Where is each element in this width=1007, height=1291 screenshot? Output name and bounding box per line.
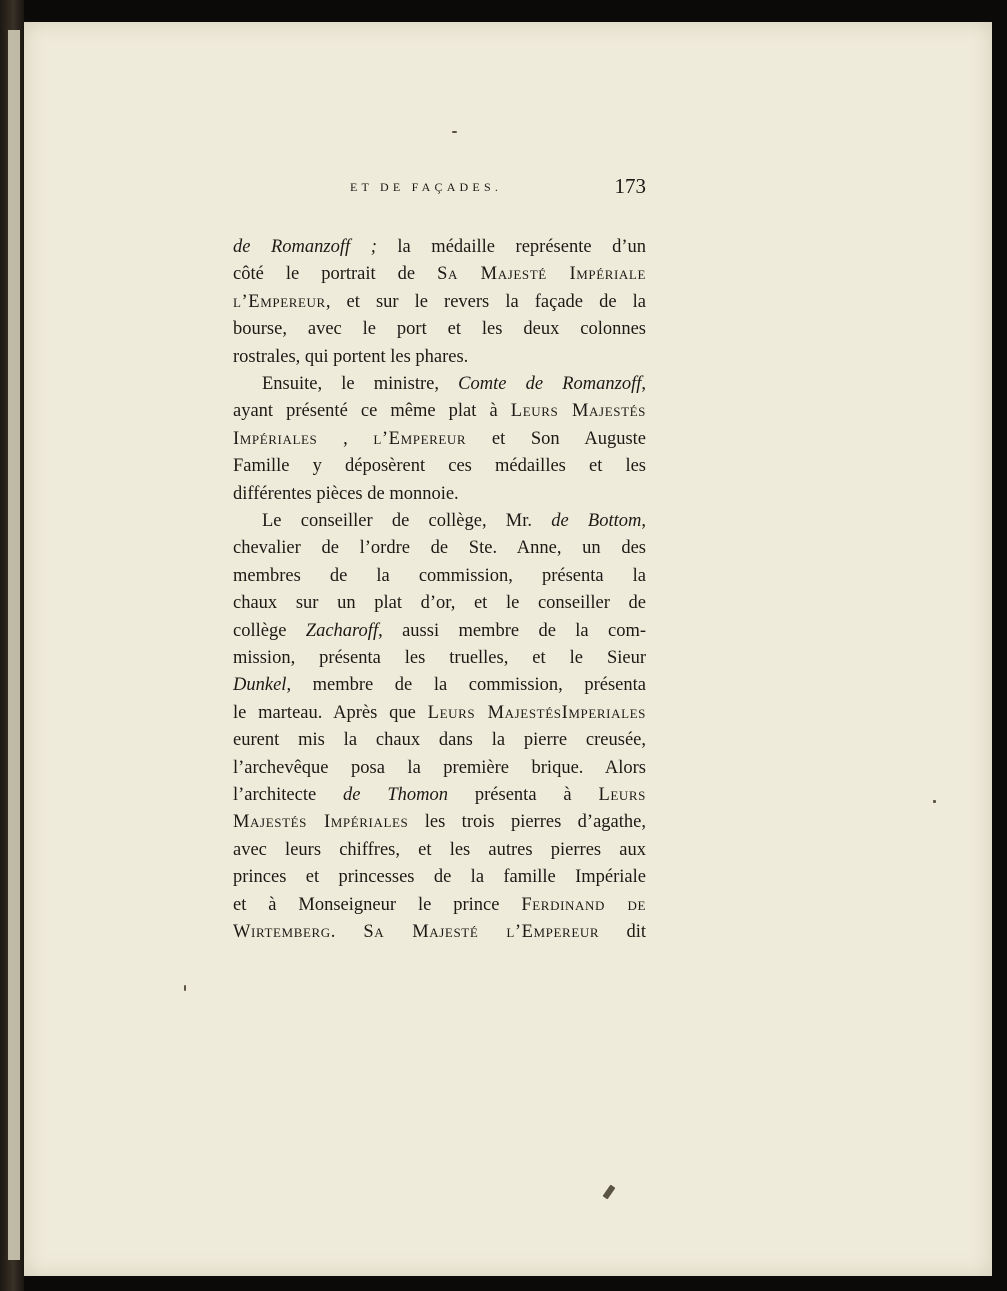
text-line (233, 453, 646, 480)
paper-speck (933, 800, 936, 803)
small-caps-text: l’Empereur (233, 291, 326, 312)
text-line (262, 371, 646, 398)
text-line (233, 344, 646, 371)
italic-text: de Thomon (343, 785, 449, 805)
text-line (233, 481, 646, 508)
small-caps-text: Leurs (598, 785, 646, 805)
small-caps-text: Majestés Impériales (233, 812, 409, 833)
text-line (233, 261, 646, 288)
line-text: bourse, avec le port et les deux colonnes (233, 319, 646, 340)
line-text: , aussi membre de la com- (378, 620, 647, 641)
italic-text: Dunkel (233, 675, 287, 696)
paper-speck (184, 985, 186, 991)
small-caps-text: Impériales (233, 428, 318, 449)
line-text: mission, présenta les truelles, et le Sieur (233, 648, 646, 668)
text-line (262, 508, 646, 535)
line-text: Le conseiller de collège, Mr. (262, 511, 552, 531)
text-line (233, 398, 646, 425)
text-line (233, 618, 646, 645)
line-text: présenta à (448, 785, 599, 805)
line-text: différentes pièces de monnoie. (233, 483, 459, 504)
line-text: avec leurs chiffres, et les autres pierres aux (233, 839, 646, 860)
text-line (233, 782, 646, 809)
text-line (233, 426, 646, 453)
small-caps-text: Sa Majesté l’Empereur (363, 922, 600, 942)
italic-text: Zacharoff (305, 620, 379, 641)
text-line (233, 672, 646, 699)
line-text: eurent mis la chaux dans la pierre creusée, (233, 730, 646, 751)
italic-text: de Romanzoff ; (233, 237, 377, 257)
small-caps-text: Leurs MajestésImperiales (427, 702, 646, 723)
text-line (233, 563, 646, 590)
text-line (233, 645, 646, 672)
line-text (336, 922, 363, 942)
running-title: ET DE FAÇADES. (350, 180, 503, 194)
line-text: princes et princesses de la famille Impériale (233, 867, 646, 888)
line-text: le marteau. Après que (233, 702, 428, 723)
small-caps-text: Ferdinand de (521, 894, 646, 915)
line-text: , (317, 428, 374, 449)
line-text: côté le portrait de (233, 264, 438, 285)
line-text: ayant présenté ce même plat à (233, 401, 511, 422)
small-caps-text: Leurs Majestés (510, 401, 646, 422)
small-caps-text: Sa Majesté Impériale (437, 264, 647, 285)
line-text: chevalier de l’ordre de Ste. Anne, un des (233, 538, 646, 559)
text-line (233, 892, 646, 919)
line-text: et Son Auguste (466, 428, 647, 449)
small-caps-text: l’Empereur (373, 428, 467, 449)
line-text: Ensuite, le ministre, (262, 374, 459, 394)
text-line (233, 700, 646, 727)
line-text: membres de la commission, présenta la (233, 565, 646, 586)
book-spine (0, 0, 24, 1291)
small-caps-text: Wirtemberg. (233, 922, 337, 942)
line-text: chaux sur un plat d’or, et le conseiller de (233, 593, 646, 614)
line-text: , (641, 374, 646, 394)
italic-text: Comte de Romanzoff (458, 374, 642, 394)
line-text: et à Monseigneur le prince (233, 894, 522, 915)
line-text: la médaille représente d’un (376, 237, 646, 257)
text-line (233, 864, 646, 891)
facing-page-edge (6, 30, 20, 1260)
text-line (233, 755, 646, 782)
line-text: rostrales, qui portent les phares. (233, 346, 469, 367)
text-line (233, 289, 646, 316)
text-line (233, 919, 646, 946)
line-text: les trois pierres d’agathe, (408, 812, 646, 833)
line-text: collège (233, 620, 306, 641)
text-line (233, 316, 646, 343)
page-number: 173 (614, 174, 646, 198)
running-head (233, 174, 646, 200)
text-line (233, 837, 646, 864)
text-line (233, 535, 646, 562)
line-text: , (641, 511, 646, 531)
line-text: l’architecte (233, 785, 344, 805)
italic-text: de Bottom (551, 511, 642, 531)
line-text: l’archevêque posa la première brique. Alors (233, 757, 646, 778)
text-line (233, 590, 646, 617)
text-line (233, 727, 646, 754)
line-text: Famille y déposèrent ces médailles et les (233, 456, 646, 477)
text-line (233, 809, 646, 836)
line-text: , membre de la commission, présenta (286, 675, 646, 696)
line-text: dit (599, 922, 647, 942)
paper-speck (452, 131, 457, 133)
line-text: , et sur le revers la façade de la (325, 291, 646, 312)
text-line (233, 234, 646, 261)
